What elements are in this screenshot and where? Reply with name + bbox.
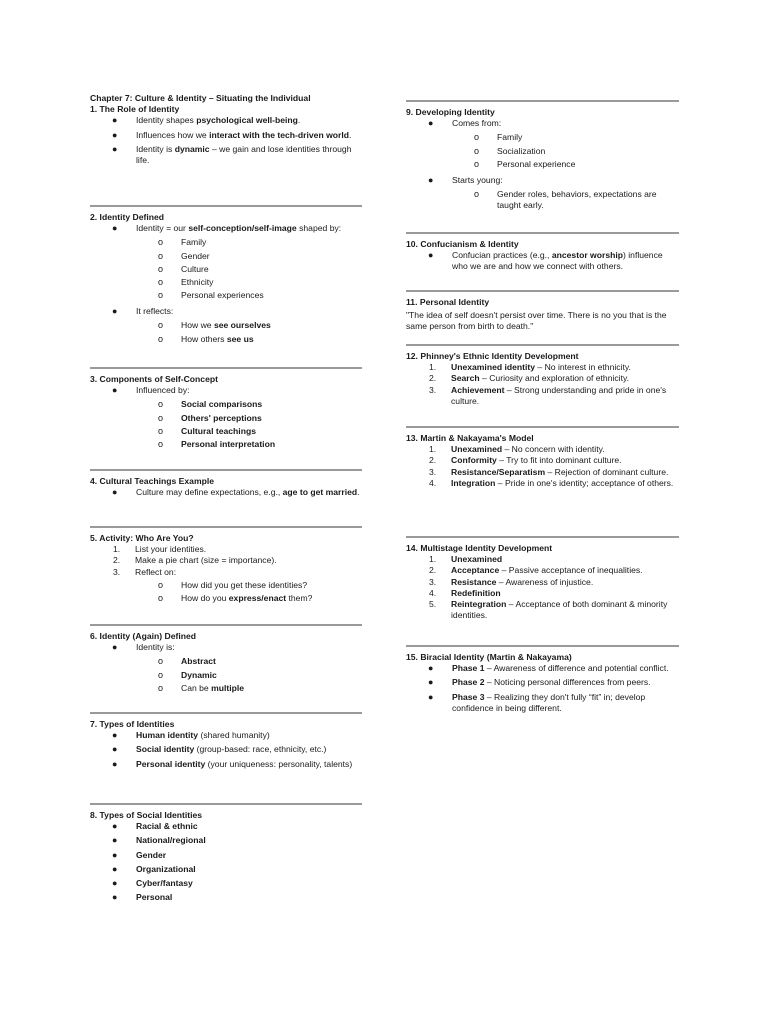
- item-text: Personal experiences: [181, 290, 264, 301]
- item-text: Identity shapes: [136, 115, 197, 126]
- circle-bullet-icon: o: [158, 656, 164, 667]
- item-text: Influences how we: [136, 129, 210, 140]
- numbered-item: [406, 599, 679, 621]
- item-text-bold: see us: [226, 333, 254, 344]
- item-text: – No concern with identity.: [502, 444, 605, 455]
- section-identity-again-defined: [90, 631, 362, 694]
- section-developing-identity: [406, 107, 679, 211]
- bullet-item: [90, 892, 362, 903]
- bullet-item: [406, 175, 679, 186]
- sub-bullet-item: [90, 683, 362, 694]
- section-heading: 9. Developing Identity: [406, 107, 495, 117]
- section-heading: 1. The Role of Identity: [90, 104, 180, 115]
- item-text: How others: [181, 333, 227, 344]
- bullet-icon: ●: [112, 385, 118, 396]
- bullet-item: [90, 835, 362, 846]
- section-cultural-teachings-example: [90, 476, 362, 498]
- item-text-bold: Cultural teachings: [181, 425, 256, 436]
- item-number: 1.: [429, 554, 437, 565]
- section-types-of-social-identities: [90, 810, 362, 903]
- item-text: – Realizing they don't fully “fit” in; develop confidence in being different.: [452, 691, 646, 713]
- section-divider: [406, 100, 679, 102]
- bullet-icon: ●: [112, 877, 118, 888]
- circle-bullet-icon: o: [158, 438, 164, 449]
- bullet-item: [406, 663, 679, 674]
- item-text-bold: Human identity: [136, 730, 199, 741]
- item-text-bold: Resistance/Separatism: [451, 466, 546, 477]
- circle-bullet-icon: o: [158, 425, 164, 436]
- circle-bullet-icon: o: [158, 399, 164, 410]
- section-heading: 7. Types of Identities: [90, 719, 175, 729]
- item-text-bold: Conformity: [451, 455, 497, 466]
- item-text: List your identities.: [135, 544, 207, 555]
- section-divider: [90, 205, 362, 207]
- bullet-item: [406, 692, 679, 714]
- bullet-item: [90, 223, 362, 234]
- circle-bullet-icon: o: [474, 158, 480, 169]
- item-text: .: [357, 487, 360, 498]
- bullet-icon: ●: [112, 642, 118, 653]
- item-text-bold: Personal: [136, 892, 173, 903]
- item-text-bold: Achievement: [451, 384, 505, 395]
- circle-bullet-icon: o: [158, 412, 164, 423]
- item-text-bold: express/enact: [228, 592, 287, 603]
- item-number: 2.: [429, 455, 437, 466]
- item-text-bold: Abstract: [181, 656, 216, 667]
- item-text: – we gain and lose identities through life.: [136, 143, 352, 165]
- item-text-bold: National/regional: [136, 835, 206, 846]
- item-number: 3.: [113, 566, 121, 577]
- bullet-icon: ●: [112, 835, 118, 846]
- sub-bullet-item: [90, 320, 362, 331]
- item-text-bold: Integration: [451, 477, 496, 488]
- bullet-item: [90, 730, 362, 741]
- bullet-item: [90, 878, 362, 889]
- item-number: 4.: [429, 477, 437, 488]
- sub-bullet-item: [90, 580, 362, 591]
- item-text-bold: Dynamic: [181, 669, 217, 680]
- bullet-item: [90, 130, 362, 141]
- bullet-icon: ●: [112, 892, 118, 903]
- numbered-item: [406, 588, 679, 599]
- bullet-icon: ●: [112, 223, 118, 234]
- sub-bullet-item: [90, 290, 362, 301]
- section-divider: [406, 645, 679, 647]
- bullet-icon: ●: [112, 143, 118, 154]
- bullet-icon: ●: [428, 663, 434, 674]
- sub-bullet-item: [90, 277, 362, 288]
- section-divider: [90, 526, 362, 528]
- item-text: Family: [181, 237, 207, 248]
- sub-bullet-item: [90, 439, 362, 450]
- item-text-bold: Search: [451, 373, 480, 384]
- section-divider: [90, 624, 362, 626]
- section-divider: [406, 426, 679, 428]
- quote-text: "The idea of self doesn't persist over time. There is no you that is the same person from birth to death.": [406, 310, 667, 332]
- item-text: Make a pie chart (size = importance).: [135, 555, 277, 566]
- item-number: 1.: [429, 444, 437, 455]
- chapter-title: Chapter 7: Culture & Identity – Situating the Individual: [90, 93, 311, 103]
- numbered-item: [406, 478, 679, 489]
- section-identity-defined: [90, 212, 362, 345]
- item-text-bold: Cyber/fantasy: [136, 877, 193, 888]
- bullet-item: [90, 759, 362, 770]
- circle-bullet-icon: o: [474, 189, 480, 200]
- bullet-item: [90, 385, 362, 396]
- numbered-item: [90, 544, 362, 555]
- sub-bullet-item: [90, 426, 362, 437]
- item-number: 3.: [429, 466, 437, 477]
- numbered-item: [406, 565, 679, 576]
- item-text: shaped by:: [296, 223, 342, 234]
- item-text: Identity = our: [136, 223, 189, 234]
- section-heading: 11. Personal Identity: [406, 297, 490, 307]
- bullet-item: [90, 306, 362, 317]
- bullet-item: [406, 118, 679, 129]
- bullet-icon: ●: [112, 758, 118, 769]
- item-number: 1.: [429, 362, 437, 373]
- sub-bullet-item: [90, 251, 362, 262]
- section-heading: 12. Phinney's Ethnic Identity Development: [406, 351, 579, 361]
- sub-bullet-item: [90, 399, 362, 410]
- circle-bullet-icon: o: [158, 263, 164, 274]
- item-text-bold: Phase 1: [452, 663, 485, 674]
- section-martin-nakayama-model: [406, 433, 679, 489]
- item-text: – Awareness of difference and potential conflict.: [484, 663, 669, 674]
- bullet-icon: ●: [112, 306, 118, 317]
- bullet-icon: ●: [112, 487, 118, 498]
- item-number: 4.: [429, 587, 437, 598]
- item-number: 1.: [113, 544, 121, 555]
- bullet-icon: ●: [428, 118, 434, 129]
- section-heading: 3. Components of Self-Concept: [90, 374, 218, 384]
- item-text-bold: Unexamined: [451, 554, 503, 565]
- item-text: (shared humanity): [198, 730, 270, 741]
- item-text: Culture may define expectations, e.g.,: [136, 487, 283, 498]
- numbered-item: [406, 554, 679, 565]
- item-text: Family: [497, 132, 523, 143]
- section-divider: [90, 469, 362, 471]
- item-text-bold: Unexamined identity: [451, 362, 536, 373]
- item-text: How we: [181, 320, 214, 331]
- circle-bullet-icon: o: [158, 682, 164, 693]
- circle-bullet-icon: o: [158, 320, 164, 331]
- item-number: 3.: [429, 384, 437, 395]
- section-heading: 5. Activity: Who Are You?: [90, 533, 194, 543]
- bullet-item: [90, 144, 362, 166]
- item-text-bold: Organizational: [136, 863, 196, 874]
- section-heading: 4. Cultural Teachings Example: [90, 476, 215, 486]
- item-text-bold: Personal interpretation: [181, 438, 276, 449]
- section-heading: 14. Multistage Identity Development: [406, 543, 553, 553]
- item-text: Gender roles, behaviors, expectations are taught early.: [497, 189, 657, 211]
- item-text: Culture: [181, 263, 209, 274]
- section-components-of-self-concept: [90, 374, 362, 450]
- item-text: Personal experience: [497, 158, 576, 169]
- item-number: 3.: [429, 576, 437, 587]
- item-text: How do you: [181, 592, 229, 603]
- section-role-of-identity: [90, 93, 362, 166]
- item-text-bold: Gender: [136, 849, 167, 860]
- sub-bullet-item: [406, 146, 679, 157]
- section-divider: [90, 367, 362, 369]
- bullet-item: [406, 250, 679, 272]
- item-text: – Awareness of injustice.: [496, 576, 594, 587]
- item-number: 2.: [429, 565, 437, 576]
- bullet-item: [90, 115, 362, 126]
- section-divider: [406, 290, 679, 292]
- section-divider: [406, 536, 679, 538]
- item-text-bold: Racial & ethnic: [136, 821, 198, 832]
- circle-bullet-icon: o: [158, 290, 164, 301]
- numbered-item: [406, 455, 679, 466]
- item-text-bold: Reintegration: [451, 598, 507, 609]
- item-text: Influenced by:: [136, 385, 190, 396]
- bullet-icon: ●: [112, 730, 118, 741]
- section-confucianism-and-identity: [406, 239, 679, 273]
- item-text-bold: Social identity: [136, 744, 195, 755]
- item-text: – Rejection of dominant culture.: [545, 466, 669, 477]
- sub-bullet-item: [406, 189, 679, 211]
- item-text: – Curiosity and exploration of ethnicity.: [479, 373, 630, 384]
- item-text: (group-based: race, ethnicity, etc.): [194, 744, 327, 755]
- bullet-icon: ●: [428, 250, 434, 261]
- bullet-item: [90, 850, 362, 861]
- bullet-icon: ●: [428, 677, 434, 688]
- bullet-item: [90, 487, 362, 498]
- numbered-item: [406, 467, 679, 478]
- item-text: Gender: [181, 250, 210, 261]
- item-text: Ethnicity: [181, 276, 214, 287]
- circle-bullet-icon: o: [158, 592, 164, 603]
- item-text: Reflect on:: [135, 566, 177, 577]
- item-text: How did you get these identities?: [181, 579, 308, 590]
- item-text-bold: ancestor worship: [551, 250, 623, 261]
- bullet-icon: ●: [112, 863, 118, 874]
- bullet-item: [90, 642, 362, 653]
- section-heading: 8. Types of Social Identities: [90, 810, 203, 820]
- bullet-icon: ●: [428, 691, 434, 702]
- sub-bullet-item: [90, 237, 362, 248]
- item-text-bold: Phase 2: [452, 677, 485, 688]
- section-heading: 13. Martin & Nakayama's Model: [406, 433, 534, 443]
- item-text: – Try to fit into dominant culture.: [496, 455, 622, 466]
- section-phinney-ethnic-identity: [406, 351, 679, 407]
- section-divider: [90, 803, 362, 805]
- item-text: – Noticing personal differences from peers.: [484, 677, 651, 688]
- section-personal-identity: [406, 297, 679, 333]
- numbered-item: [406, 577, 679, 588]
- bullet-icon: ●: [112, 849, 118, 860]
- numbered-item: [406, 373, 679, 384]
- section-divider: [406, 344, 679, 346]
- circle-bullet-icon: o: [158, 579, 164, 590]
- item-text-bold: psychological well-being: [196, 115, 298, 126]
- item-text: (your uniqueness: personality, talents): [205, 758, 353, 769]
- bullet-icon: ●: [112, 115, 118, 126]
- item-text-bold: Resistance: [451, 576, 497, 587]
- sub-bullet-item: [90, 593, 362, 604]
- numbered-item: [406, 362, 679, 373]
- numbered-item: [90, 555, 362, 566]
- item-text-bold: dynamic: [174, 143, 210, 154]
- item-text-bold: Unexamined: [451, 444, 503, 455]
- item-text: them?: [286, 592, 313, 603]
- bullet-icon: ●: [428, 174, 434, 185]
- item-text: .: [297, 115, 301, 126]
- item-text-bold: Personal identity: [136, 758, 206, 769]
- circle-bullet-icon: o: [158, 237, 164, 248]
- item-text: – Passive acceptance of inequalities.: [499, 565, 643, 576]
- section-biracial-identity: [406, 652, 679, 714]
- item-number: 2.: [429, 373, 437, 384]
- item-text: – No interest in ethnicity.: [535, 362, 631, 373]
- numbered-item: [406, 444, 679, 455]
- circle-bullet-icon: o: [158, 669, 164, 680]
- item-text: It reflects:: [136, 306, 174, 317]
- sub-bullet-item: [90, 264, 362, 275]
- item-text-bold: multiple: [211, 682, 245, 693]
- item-text: Identity is:: [136, 642, 175, 653]
- section-heading: 6. Identity (Again) Defined: [90, 631, 196, 641]
- bullet-item: [90, 821, 362, 832]
- item-text-bold: Others' perceptions: [181, 412, 262, 423]
- item-text-bold: see ourselves: [213, 320, 271, 331]
- item-text-bold: self-conception/self-image: [188, 223, 297, 234]
- circle-bullet-icon: o: [474, 145, 480, 156]
- bullet-item: [90, 864, 362, 875]
- bullet-icon: ●: [112, 821, 118, 832]
- section-heading: 2. Identity Defined: [90, 212, 165, 222]
- section-activity-who-are-you: [90, 533, 362, 604]
- sub-bullet-item: [90, 413, 362, 424]
- item-text: .: [349, 129, 352, 140]
- sub-bullet-item: [90, 670, 362, 681]
- section-types-of-identities: [90, 719, 362, 770]
- item-text: – Acceptance of both dominant & minority identities.: [451, 598, 668, 621]
- bullet-icon: ●: [112, 744, 118, 755]
- item-text: ) influence who we are and how we connect with others.: [452, 250, 663, 272]
- sub-bullet-item: [90, 334, 362, 345]
- sub-bullet-item: [406, 159, 679, 170]
- sub-bullet-item: [90, 656, 362, 667]
- item-text: Can be: [181, 682, 212, 693]
- section-multistage-identity: [406, 543, 679, 621]
- item-number: 5.: [429, 598, 437, 609]
- section-heading: 10. Confucianism & Identity: [406, 239, 519, 249]
- item-text: Socialization: [497, 145, 546, 156]
- item-number: 2.: [113, 555, 121, 566]
- section-divider: [90, 712, 362, 714]
- item-text: – Strong understanding and pride in one's culture.: [451, 384, 667, 406]
- item-text-bold: Acceptance: [451, 565, 500, 576]
- numbered-item: [90, 567, 362, 578]
- sub-bullet-item: [406, 132, 679, 143]
- item-text-bold: interact with the tech-driven world: [209, 129, 349, 140]
- item-text-bold: age to get married: [282, 487, 358, 498]
- item-text: Comes from:: [452, 118, 502, 129]
- circle-bullet-icon: o: [158, 333, 164, 344]
- item-text-bold: Social comparisons: [181, 399, 263, 410]
- section-heading: 15. Biracial Identity (Martin & Nakayama): [406, 652, 572, 662]
- bullet-icon: ●: [112, 129, 118, 140]
- item-text: – Pride in one's identity; acceptance of others.: [495, 477, 674, 488]
- item-text: Identity is: [136, 143, 175, 154]
- bullet-item: [406, 677, 679, 688]
- circle-bullet-icon: o: [158, 276, 164, 287]
- bullet-item: [90, 744, 362, 755]
- section-divider: [406, 232, 679, 234]
- item-text-bold: Redefinition: [451, 587, 501, 598]
- item-text-bold: Phase 3: [452, 691, 485, 702]
- circle-bullet-icon: o: [474, 132, 480, 143]
- numbered-item: [406, 385, 679, 407]
- item-text: Starts young:: [452, 174, 503, 185]
- item-text: Confucian practices (e.g.,: [452, 250, 552, 261]
- circle-bullet-icon: o: [158, 250, 164, 261]
